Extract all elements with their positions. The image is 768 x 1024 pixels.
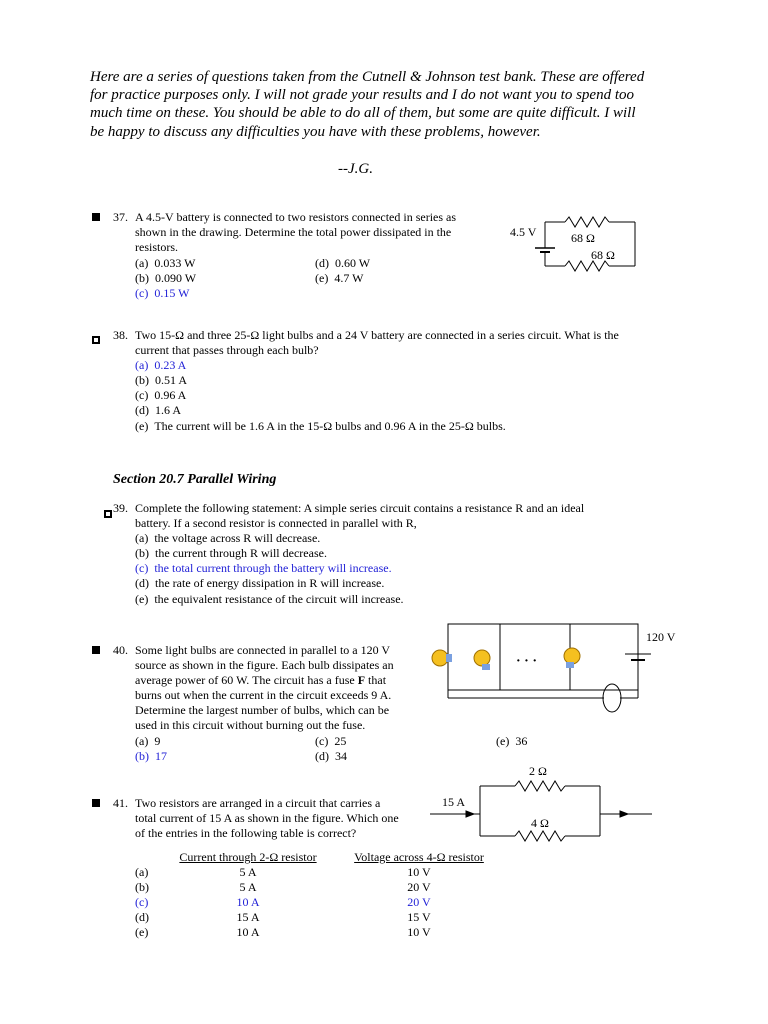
table-row: (e) 10 A 10 V (135, 925, 431, 939)
q39-option-d: (d) the rate of energy dissipation in R will increase. (135, 576, 385, 590)
q41-resistor-top-label: 2 Ω (529, 764, 547, 778)
light-bulb-icon (474, 650, 490, 670)
section-heading: Section 20.7 Parallel Wiring (113, 472, 277, 487)
q38-option-e: (e) The current will be 1.6 A in the 15-Ω bulbs and 0.96 A in the 25-Ω bulbs. (135, 419, 506, 433)
q40-option-e: (e) 36 (496, 734, 528, 748)
q37-battery-label: 4.5 V (510, 225, 537, 239)
q41-stem-line1: Two resistors are arranged in a circuit that carries a (135, 796, 381, 810)
q41-stem-line2: total current of 15 A as shown in the figure. Which one (135, 811, 399, 825)
q37-option-b: (b) 0.090 W (135, 271, 197, 285)
question-bullet (92, 336, 100, 344)
question-bullet (92, 213, 100, 221)
q39-option-b: (b) the current through R will decrease. (135, 546, 327, 560)
signature: --J.G. (338, 161, 373, 177)
q40-circuit-diagram (420, 620, 685, 725)
q40-option-d: (d) 34 (315, 749, 347, 763)
q41-stem-line3: of the entries in the following table is correct? (135, 826, 357, 840)
table-row: (a) 5 A 10 V (135, 865, 431, 879)
q37-resistor1-label: 68 Ω (571, 231, 595, 245)
q38-option-c: (c) 0.96 A (135, 388, 187, 402)
table-row: (d) 15 A 15 V (135, 910, 431, 924)
q41-answer-table (135, 850, 499, 940)
light-bulb-icon (564, 648, 580, 668)
q38-stem: Two 15-Ω and three 25-Ω light bulbs and a 24 V battery are connected in a series circuit. What is the current that passes through each bulb? (135, 328, 619, 357)
q39-option-a: (a) the voltage across R will decrease. (135, 531, 321, 545)
q41-current-label: 15 A (442, 795, 466, 809)
q40-voltage-label: 120 V (646, 630, 676, 644)
q41-number: 41. (113, 796, 128, 810)
light-bulb-icon (432, 650, 452, 666)
table-row: (b) 5 A 20 V (135, 880, 431, 894)
q37-option-d: (d) 0.60 W (315, 256, 371, 270)
q37-circuit-diagram (505, 212, 645, 272)
q41-resistor-bottom-label: 4 Ω (531, 816, 549, 830)
question-bullet (104, 510, 112, 518)
q40-number: 40. (113, 643, 128, 657)
q40-stem-line6: used in this circuit without burning out the fuse. (135, 718, 366, 732)
q39-number: 39. (113, 501, 128, 515)
q40-stem-line4: burns out when the current in the circuit exceeds 9 A. (135, 688, 392, 702)
table-header-voltage: Voltage across 4-Ω resistor (354, 850, 484, 864)
q37-option-c-answer: (c) 0.15 W (135, 286, 190, 300)
q39-option-c-answer: (c) the total current through the battery will increase. (135, 561, 392, 575)
table-row-answer: (c) 10 A 20 V (135, 895, 431, 909)
q37-option-e: (e) 4.7 W (315, 271, 364, 285)
q37-option-a: (a) 0.033 W (135, 256, 196, 270)
q40-stem-line2: source as shown in the figure. Each bulb dissipates an (135, 658, 394, 672)
q40-stem-line5: Determine the largest number of bulbs, which can be (135, 703, 390, 717)
intro-paragraph: Here are a series of questions taken from the Cutnell & Johnson test bank. These are offered for practice purposes only. I will not grade your results and I do not want you to spend too much time on these. You should be able to do all of them, but some are quite difficult. I will be happy to discuss any difficulties you have with these problems, however. (90, 69, 645, 140)
q37-resistor2-label: 68 Ω (591, 248, 615, 262)
q37-stem: A 4.5-V battery is connected to two resistors connected in series as shown in the drawing. Determine the total power dissipated in the resistors. (135, 210, 457, 254)
q39-stem-line2: battery. If a second resistor is connected in parallel with R, (135, 516, 417, 530)
q38-option-d: (d) 1.6 A (135, 403, 182, 417)
question-bullet (92, 646, 100, 654)
q38-option-a-answer: (a) 0.23 A (135, 358, 187, 372)
q41-circuit-diagram (430, 762, 660, 852)
q40-option-c: (c) 25 (315, 734, 347, 748)
question-bullet (92, 799, 100, 807)
q40-stem-line1: Some light bulbs are connected in parallel to a 120 V (135, 643, 391, 657)
q37-number: 37. (113, 210, 128, 224)
q40-option-b-answer: (b) 17 (135, 749, 167, 763)
q38-option-b: (b) 0.51 A (135, 373, 188, 387)
q38-number: 38. (113, 328, 128, 342)
q40-ellipsis: · · · (516, 654, 538, 669)
q39-stem-line1: Complete the following statement: A simple series circuit contains a resistance R and an ideal (135, 501, 585, 515)
q40-option-a: (a) 9 (135, 734, 161, 748)
q39-option-e: (e) the equivalent resistance of the circuit will increase. (135, 592, 404, 606)
q40-stem-line3: average power of 60 W. The circuit has a fuse F that (135, 673, 387, 687)
table-header-current: Current through 2-Ω resistor (179, 850, 317, 864)
